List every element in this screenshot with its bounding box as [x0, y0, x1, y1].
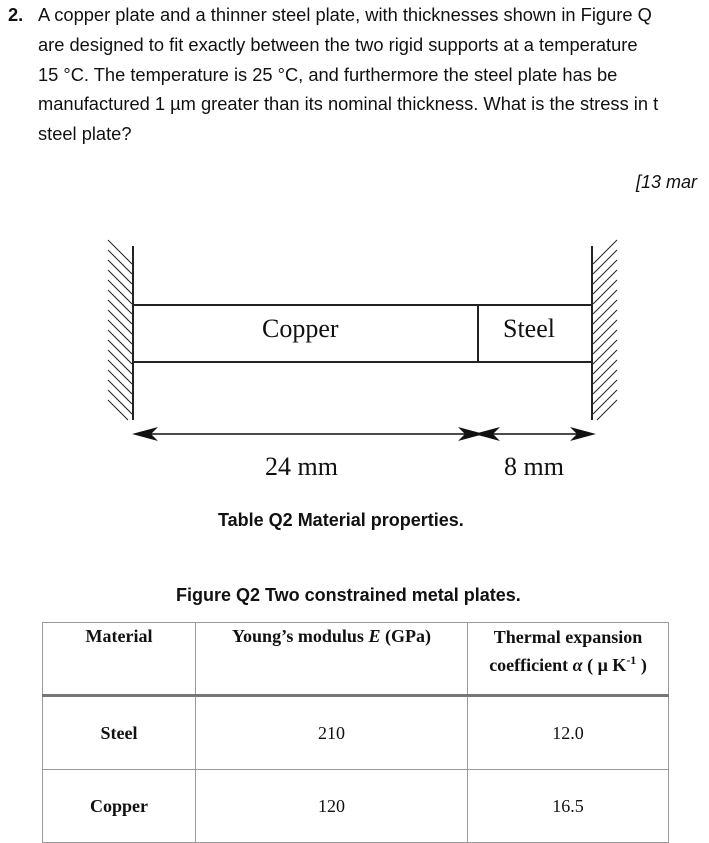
header-thermal-expansion: Thermal expansion coefficient α ( μ $K^{-1}$ ): [468, 623, 669, 696]
copper-dimension-arrow: [132, 427, 484, 441]
question-line-4: manufactured 1 µm greater than its nominal thickness. What is the stress in t: [38, 93, 659, 115]
table-caption: Table Q2 Material properties.: [218, 510, 464, 530]
question-line-1: 2. A copper plate and a thinner steel plate, with thicknesses shown in Figure Q: [8, 0, 709, 30]
row-steel-material: Steel: [43, 696, 196, 770]
copper-label: Copper: [262, 314, 339, 343]
steel-dimension-label: 8 mm: [504, 452, 564, 481]
figure-caption: Figure Q2 Two constrained metal plates.: [176, 585, 521, 605]
material-properties-table: [42, 622, 669, 843]
header-youngs-modulus: Young’s modulus E (GPa): [196, 623, 468, 696]
left-rigid-support: [108, 240, 133, 420]
question-number: 2.: [8, 4, 24, 25]
right-rigid-support: [592, 240, 617, 420]
question-line-3: 15 °C. The temperature is 25 °C, and furthermore the steel plate has be: [38, 63, 618, 85]
question-line-2: are designed to fit exactly between the two rigid supports at a temperature: [38, 33, 638, 55]
row-copper-alpha: 16.5: [468, 770, 669, 843]
table-row: [43, 770, 669, 843]
table-row: [43, 696, 669, 770]
table-header-row: [43, 623, 669, 696]
copper-dimension-label: 24 mm: [265, 452, 338, 481]
row-copper-youngs: 120: [196, 770, 468, 843]
marks-label: [13 mar: [636, 172, 698, 192]
question-line-5: steel plate?: [38, 123, 132, 145]
row-steel-youngs: 210: [196, 696, 468, 770]
row-steel-alpha: 12.0: [468, 696, 669, 770]
steel-dimension-arrow: [474, 427, 596, 441]
row-copper-material: Copper: [43, 770, 196, 843]
header-material: Material: [43, 623, 196, 696]
steel-label: Steel: [503, 314, 555, 343]
